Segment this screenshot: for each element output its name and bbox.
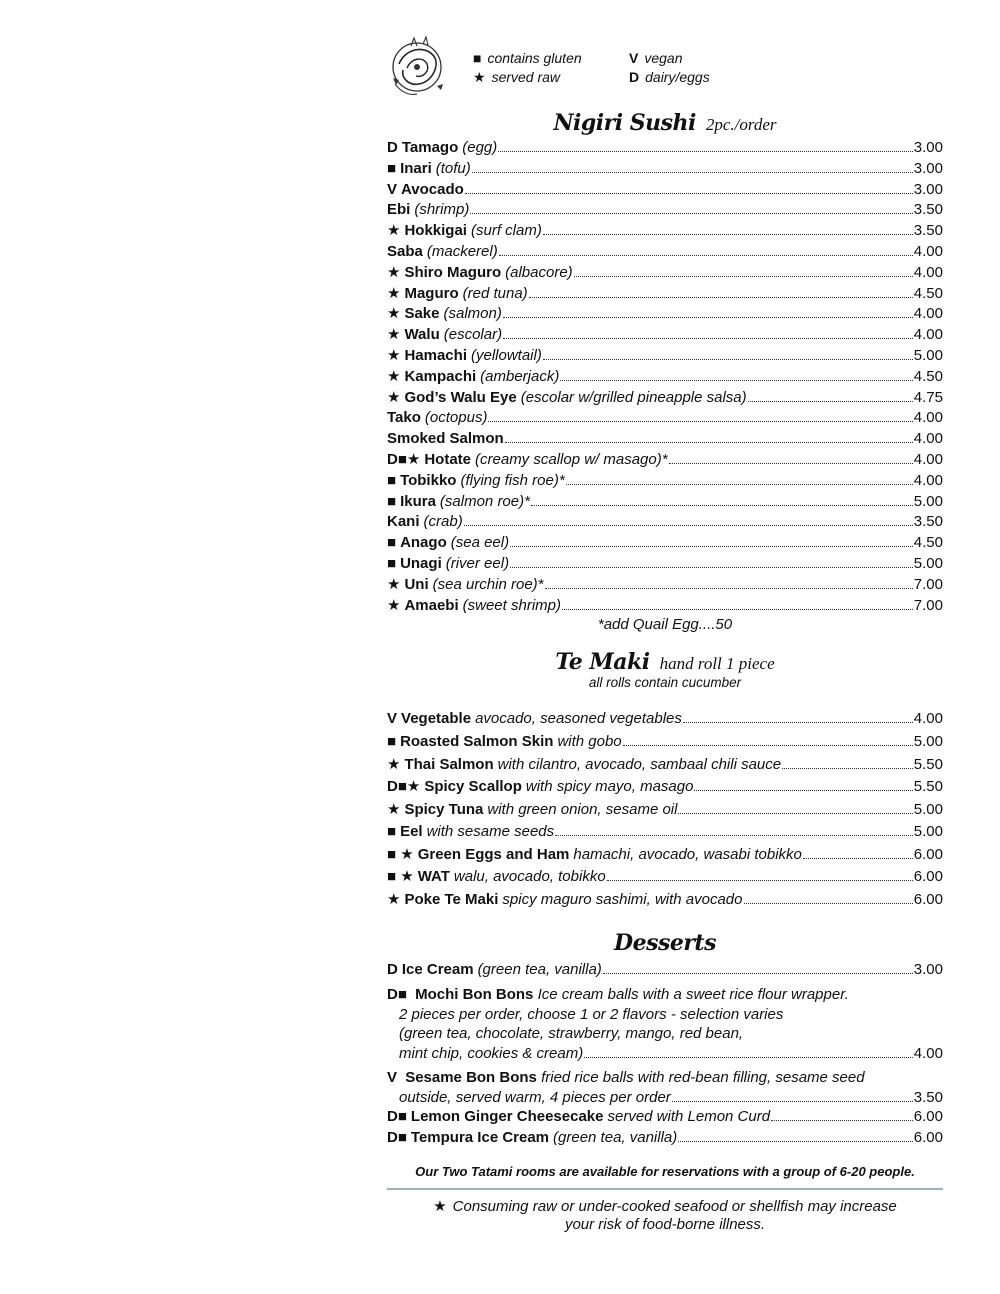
item-desc: walu, avocado, tobikko <box>453 868 606 886</box>
legend-label: vegan <box>644 50 683 66</box>
item-name: Avocado <box>401 180 464 198</box>
nigiri-heading <box>387 112 943 134</box>
leader-dots <box>470 212 912 214</box>
item-marks: ★ <box>387 326 401 344</box>
item-price: 4.00 <box>913 263 943 281</box>
legend-label: dairy/eggs <box>645 69 710 85</box>
item-name: Inari <box>400 159 432 177</box>
menu-item <box>387 242 943 263</box>
item-name: Maguro <box>404 284 459 302</box>
leader-dots <box>464 524 913 526</box>
item-marks: V <box>387 180 398 198</box>
mochi-line-1 <box>387 985 943 1005</box>
leader-dots <box>465 192 913 194</box>
item-marks: ★ <box>387 284 401 302</box>
leader-dots <box>771 1119 913 1121</box>
item-desc: with spicy mayo, masago <box>525 778 694 796</box>
menu-item <box>387 512 943 533</box>
item-desc: (sea urchin roe)* <box>432 575 544 593</box>
menu-item <box>387 180 943 201</box>
item-desc: (salmon) <box>443 305 502 323</box>
item-desc: (creamy scallop w/ masago)* <box>475 450 668 468</box>
menu-page <box>387 30 943 1234</box>
item-marks: ★ <box>387 388 401 406</box>
item-marks: ■ <box>387 159 397 177</box>
sesame-line-2 <box>387 1088 943 1108</box>
item-desc: (yellowtail) <box>470 346 542 364</box>
item-name: Spicy Tuna <box>404 800 484 818</box>
dessert-tempura-ice-cream <box>387 1128 943 1149</box>
leader-dots <box>574 275 913 277</box>
item-name: Sake <box>404 305 440 323</box>
desserts-list <box>387 960 943 1149</box>
dessert-sesame <box>387 1068 943 1107</box>
item-name: Tamago <box>401 139 459 156</box>
legend-gluten <box>473 50 629 66</box>
item-desc: (green tea, vanilla) <box>553 1129 678 1147</box>
menu-item <box>387 554 943 575</box>
leader-dots <box>545 587 913 589</box>
menu-item <box>387 754 943 777</box>
item-desc: with cilantro, avocado, sambaal chili sauce <box>497 755 782 773</box>
item-desc: (surf clam) <box>470 222 542 240</box>
legend-label: served raw <box>491 69 561 85</box>
dessert-ice-cream <box>387 960 943 981</box>
item-name: Roasted Salmon Skin <box>400 732 554 750</box>
menu-item <box>387 284 943 305</box>
item-price: 7.00 <box>913 596 943 614</box>
item-name: Hamachi <box>404 346 467 364</box>
item-desc: (red tuna) <box>462 284 528 302</box>
item-desc: (mackerel) <box>426 242 498 260</box>
leader-dots <box>555 834 913 836</box>
menu-item <box>387 533 943 554</box>
leader-dots <box>505 441 913 443</box>
item-name: Tempura Ice Cream <box>410 1129 550 1147</box>
item-price: 5.00 <box>913 554 943 572</box>
sesame-line-2-text: outside, served warm, 4 pieces per order <box>399 1088 671 1106</box>
menu-item <box>387 450 943 471</box>
gluten-symbol: ■ <box>473 50 482 66</box>
item-price: 5.00 <box>913 823 943 841</box>
item-desc: with green onion, sesame oil <box>487 800 678 818</box>
warning-text-1: Consuming raw or under-cooked seafood or shellfish may increase <box>452 1198 897 1216</box>
item-desc: with gobo <box>557 732 622 750</box>
item-desc: (escolar) <box>443 326 503 344</box>
item-name: Shiro Maguro <box>404 263 502 281</box>
item-price: 4.00 <box>913 326 943 344</box>
dairy-symbol: D <box>629 69 640 85</box>
leader-dots <box>543 358 913 360</box>
menu-item <box>387 429 943 450</box>
leader-dots <box>510 545 913 547</box>
item-price: 5.00 <box>913 492 943 510</box>
legend-dairy <box>629 69 739 86</box>
legend-vegan <box>629 50 739 66</box>
item-marks: ★ <box>387 800 401 818</box>
item-name: Ice Cream <box>401 960 474 978</box>
item-desc: (octopus) <box>424 409 488 427</box>
item-marks: D <box>387 960 398 978</box>
item-desc: spicy maguro sashimi, with avocado <box>502 891 743 909</box>
item-marks: ★ <box>387 222 401 240</box>
menu-item <box>387 346 943 367</box>
item-desc: (flying fish roe)* <box>460 471 565 489</box>
menu-item <box>387 200 943 221</box>
dessert-lemon-cheesecake <box>387 1107 943 1128</box>
item-marks: ★ <box>387 575 401 593</box>
item-marks: ★ <box>387 263 401 281</box>
leader-dots <box>498 150 913 152</box>
leader-dots <box>607 879 913 881</box>
item-marks: D■★ <box>387 778 421 796</box>
item-name: God’s Walu Eye <box>404 388 517 406</box>
item-marks: ■ <box>387 471 397 489</box>
menu-item <box>387 367 943 388</box>
menu-item <box>387 471 943 492</box>
menu-item <box>387 889 943 912</box>
warning-line-1 <box>387 1198 943 1216</box>
item-marks: ■ <box>387 492 397 510</box>
item-desc: served with Lemon Curd <box>607 1108 771 1126</box>
divider <box>387 1188 943 1190</box>
item-marks: ★ <box>387 755 401 773</box>
item-desc: (tofu) <box>435 159 471 177</box>
leader-dots <box>669 462 913 464</box>
leader-dots <box>683 721 913 723</box>
item-price: 4.50 <box>913 284 943 302</box>
item-desc: fried rice balls with red-bean filling, sesame seed <box>541 1069 865 1087</box>
leader-dots <box>744 902 913 904</box>
item-price: 4.00 <box>913 450 943 468</box>
item-price: 5.00 <box>913 732 943 750</box>
item-name: Kani <box>387 513 420 531</box>
item-desc: with sesame seeds <box>426 823 555 841</box>
raw-warning <box>387 1198 943 1234</box>
leader-dots <box>488 420 912 422</box>
leader-dots <box>560 379 912 381</box>
menu-item <box>387 731 943 754</box>
item-marks: ■ <box>387 823 397 841</box>
item-price: 5.50 <box>913 778 943 796</box>
item-name: Walu <box>404 326 440 344</box>
item-name: Spicy Scallop <box>424 778 522 796</box>
menu-item <box>387 821 943 844</box>
menu-item <box>387 138 943 159</box>
menu-item <box>387 408 943 429</box>
menu-item <box>387 159 943 180</box>
item-name: Vegetable <box>401 710 472 728</box>
legend <box>387 30 943 104</box>
item-price: 5.00 <box>913 346 943 364</box>
item-price: 4.75 <box>913 388 943 406</box>
item-marks: ★ <box>387 346 401 364</box>
leader-dots <box>678 812 912 814</box>
item-desc: (crab) <box>423 513 463 531</box>
item-price: 3.50 <box>913 1088 943 1106</box>
nigiri-list <box>387 138 943 616</box>
item-name: Poke Te Maki <box>404 891 499 909</box>
leader-dots <box>694 789 912 791</box>
item-desc: (escolar w/grilled pineapple salsa) <box>520 388 747 406</box>
leader-dots <box>562 608 913 610</box>
menu-item <box>387 304 943 325</box>
leader-dots <box>510 566 913 568</box>
leader-dots <box>584 1056 913 1058</box>
item-name: Hotate <box>424 450 472 468</box>
leader-dots <box>503 337 913 339</box>
item-price: 5.00 <box>913 800 943 818</box>
item-marks: ★ <box>387 305 401 323</box>
leader-dots <box>672 1100 913 1102</box>
desserts-title: Desserts <box>614 929 716 956</box>
item-name: Thai Salmon <box>404 755 494 773</box>
legend-label: contains gluten <box>487 50 582 66</box>
menu-item <box>387 492 943 513</box>
item-name: WAT <box>417 868 450 886</box>
item-price: 3.50 <box>913 513 943 531</box>
item-price: 7.00 <box>913 575 943 593</box>
item-desc: (shrimp) <box>414 201 470 219</box>
item-name: Green Eggs and Ham <box>417 845 570 863</box>
item-name: Amaebi <box>404 596 459 614</box>
item-price: 4.00 <box>913 305 943 323</box>
item-price: 3.50 <box>913 222 943 240</box>
item-marks: V <box>387 1069 398 1087</box>
item-price: 4.00 <box>913 430 943 448</box>
leader-dots <box>472 171 913 173</box>
item-price: 6.00 <box>913 1129 943 1147</box>
item-name: Ikura <box>400 492 436 510</box>
item-price: 5.50 <box>913 755 943 773</box>
item-marks: ★ <box>387 367 401 385</box>
mochi-line-4 <box>387 1044 943 1064</box>
item-name: Lemon Ginger Cheesecake <box>410 1108 604 1126</box>
item-price: 4.00 <box>913 471 943 489</box>
item-desc: (sea eel) <box>450 534 510 552</box>
item-marks: ■ <box>387 732 397 750</box>
leader-dots <box>603 972 913 974</box>
item-name: Saba <box>387 242 423 260</box>
item-desc: Ice cream balls with a sweet rice flour wrapper. <box>537 986 849 1004</box>
warning-text-2: your risk of food-borne illness. <box>564 1216 766 1234</box>
leader-dots <box>531 504 913 506</box>
item-desc: (sweet shrimp) <box>462 596 561 614</box>
item-name: Ebi <box>387 201 411 219</box>
leader-dots <box>499 254 913 256</box>
item-price: 4.00 <box>913 242 943 260</box>
leader-dots <box>543 233 913 235</box>
desserts-heading <box>387 929 943 956</box>
item-marks: D■ <box>387 986 407 1004</box>
menu-item <box>387 776 943 799</box>
item-marks: ★ <box>387 596 401 614</box>
item-price: 3.00 <box>913 960 943 978</box>
item-marks: ■ ★ <box>387 868 414 886</box>
item-name: Eel <box>400 823 423 841</box>
menu-item <box>387 799 943 822</box>
sesame-line-1 <box>387 1068 943 1088</box>
menu-item <box>387 325 943 346</box>
menu-item <box>387 708 943 731</box>
item-price: 4.50 <box>913 534 943 552</box>
item-marks: ■ <box>387 554 397 572</box>
item-marks: ■ ★ <box>387 845 414 863</box>
item-name: Kampachi <box>404 367 477 385</box>
item-desc: hamachi, avocado, wasabi tobikko <box>573 845 802 863</box>
menu-item <box>387 263 943 284</box>
item-price: 4.00 <box>913 710 943 728</box>
menu-item <box>387 844 943 867</box>
item-name: Tako <box>387 409 421 427</box>
leader-dots <box>623 744 913 746</box>
item-desc: (albacore) <box>505 263 573 281</box>
nigiri-title: Nigiri Sushi <box>553 110 696 136</box>
leader-dots <box>782 767 913 769</box>
item-price: 3.00 <box>913 180 943 198</box>
menu-item <box>387 221 943 242</box>
item-name: Mochi Bon Bons <box>415 986 534 1004</box>
item-price: 4.00 <box>913 409 943 427</box>
item-price: 3.50 <box>913 201 943 219</box>
item-price: 3.00 <box>913 139 943 156</box>
quail-egg-note: *add Quail Egg....50 <box>597 616 733 634</box>
temaki-title: Te Maki <box>555 649 650 676</box>
item-price: 6.00 <box>913 845 943 863</box>
menu-item <box>387 388 943 409</box>
item-name: Anago <box>400 534 447 552</box>
item-price: 6.00 <box>913 1108 943 1126</box>
decorative-logo-icon <box>387 34 447 100</box>
raw-symbol: ★ <box>473 69 486 85</box>
item-marks: D■ <box>387 1129 407 1147</box>
menu-item <box>387 575 943 596</box>
item-desc: (amberjack) <box>480 367 560 385</box>
item-desc: (salmon roe)* <box>439 492 530 510</box>
leader-dots <box>678 1140 913 1142</box>
temaki-subtitle: hand roll 1 piece <box>659 654 775 674</box>
item-desc: avocado, seasoned vegetables <box>475 710 682 728</box>
item-name: Sesame Bon Bons <box>405 1069 537 1087</box>
item-price: 3.00 <box>913 159 943 177</box>
legend-grid <box>473 50 739 86</box>
leader-dots <box>529 296 913 298</box>
item-price: 6.00 <box>913 868 943 886</box>
item-marks: V <box>387 710 398 728</box>
item-name: Hokkigai <box>404 222 467 240</box>
leader-dots <box>566 483 913 485</box>
item-desc: (egg) <box>462 139 498 156</box>
mochi-line-4-text: mint chip, cookies & cream) <box>399 1044 584 1062</box>
item-price: 4.00 <box>913 1044 943 1062</box>
nigiri-subtitle: 2pc./order <box>705 115 777 134</box>
temaki-list <box>387 708 943 911</box>
menu-item <box>387 596 943 617</box>
leader-dots <box>503 316 913 318</box>
item-marks: ★ <box>387 891 401 909</box>
item-name: Uni <box>404 575 429 593</box>
item-desc: (green tea, vanilla) <box>477 960 602 978</box>
item-name: Smoked Salmon <box>387 430 504 448</box>
item-marks: D■ <box>387 1108 407 1126</box>
star-icon: ★ <box>433 1198 447 1216</box>
temaki-note: all rolls contain cucumber <box>588 675 742 691</box>
item-name: Tobikko <box>400 471 457 489</box>
mochi-line-2: 2 pieces per order, choose 1 or 2 flavors - selection varies <box>399 1005 784 1023</box>
legend-raw <box>473 69 629 86</box>
item-marks: D <box>387 139 398 156</box>
menu-item <box>387 866 943 889</box>
mochi-line-3: (green tea, chocolate, strawberry, mango, red bean, <box>399 1025 744 1043</box>
leader-dots <box>803 857 913 859</box>
item-price: 4.50 <box>913 367 943 385</box>
item-desc: (river eel) <box>445 554 510 572</box>
item-marks: ■ <box>387 534 397 552</box>
item-name: Unagi <box>400 554 442 572</box>
dessert-mochi <box>387 985 943 1063</box>
tatami-note: Our Two Tatami rooms are available for reservations with a group of 6-20 people. <box>415 1164 915 1180</box>
vegan-symbol: V <box>629 50 639 66</box>
item-price: 6.00 <box>913 891 943 909</box>
item-marks: D■★ <box>387 450 421 468</box>
leader-dots <box>748 400 913 402</box>
temaki-heading <box>387 649 943 676</box>
